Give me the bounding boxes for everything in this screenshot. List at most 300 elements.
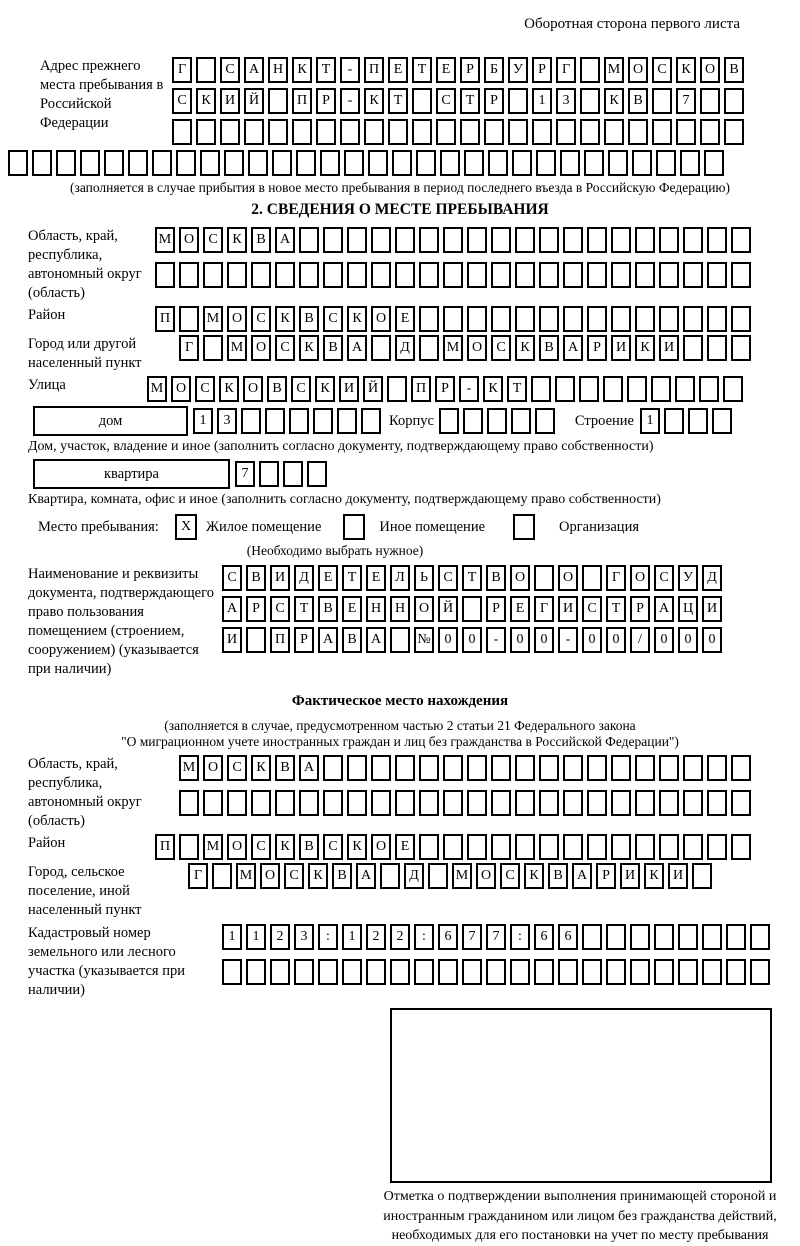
- char-box: [416, 150, 436, 176]
- fact-caption-2: "О миграционном учете иностранных граждан и лиц без гражданства в Российской Федерации"): [121, 734, 679, 749]
- mesto-prebyvaniya-row: [38, 514, 800, 540]
- checkbox-inoe: [343, 514, 365, 540]
- dom-number-row: [193, 408, 381, 434]
- char-box: [467, 755, 487, 781]
- char-box: Й: [438, 596, 458, 622]
- char-box: О: [700, 57, 720, 83]
- char-box: [750, 959, 770, 985]
- char-box: С: [500, 863, 520, 889]
- char-box: 2: [366, 924, 386, 950]
- prev-address-block: [40, 57, 800, 145]
- prev-address-row-3: [172, 119, 744, 145]
- char-box: [539, 790, 559, 816]
- prev-address-caption: (заполняется в случае прибытия в новое место пребывания в период последнего въезда в Российскую Федерацию): [69, 180, 731, 195]
- char-box: :: [510, 924, 530, 950]
- char-box: С: [284, 863, 304, 889]
- char-box: Ц: [678, 596, 698, 622]
- char-box: 7: [676, 88, 696, 114]
- char-box: [582, 924, 602, 950]
- char-box: О: [251, 335, 271, 361]
- char-box: [491, 227, 511, 253]
- char-box: Т: [316, 57, 336, 83]
- document-label: Наименование и реквизиты документа, подтверждающего право пользования помещением (строением, сооружением) (указывается при наличии): [28, 566, 214, 677]
- char-box: О: [476, 863, 496, 889]
- char-box: [467, 262, 487, 288]
- fact-gorod-block: [28, 863, 800, 920]
- char-box: [318, 959, 338, 985]
- char-box: 1: [246, 924, 266, 950]
- char-box: В: [251, 227, 271, 253]
- char-box: У: [508, 57, 528, 83]
- char-box: М: [147, 376, 167, 402]
- char-box: 1: [342, 924, 362, 950]
- stroenie-row: [640, 408, 732, 434]
- char-box: Р: [486, 596, 506, 622]
- char-box: [196, 119, 216, 145]
- char-box: М: [203, 834, 223, 860]
- char-box: [587, 790, 607, 816]
- char-box: [539, 262, 559, 288]
- char-box: [259, 461, 279, 487]
- char-box: Й: [244, 88, 264, 114]
- char-box: [635, 834, 655, 860]
- char-box: [723, 376, 743, 402]
- char-box: А: [356, 863, 376, 889]
- char-box: [731, 790, 751, 816]
- char-box: Г: [179, 335, 199, 361]
- char-box: [587, 262, 607, 288]
- char-box: [323, 262, 343, 288]
- char-box: О: [227, 306, 247, 332]
- char-box: -: [459, 376, 479, 402]
- char-box: [606, 924, 626, 950]
- char-box: О: [260, 863, 280, 889]
- char-box: В: [246, 565, 266, 591]
- char-box: [200, 150, 220, 176]
- char-box: И: [220, 88, 240, 114]
- char-box: М: [203, 306, 223, 332]
- char-box: П: [155, 306, 175, 332]
- char-box: [428, 863, 448, 889]
- page-header: Оборотная сторона первого листа: [524, 16, 740, 32]
- char-box: [611, 834, 631, 860]
- char-box: [371, 755, 391, 781]
- char-box: [179, 306, 199, 332]
- char-box: [635, 790, 655, 816]
- char-box: [272, 150, 292, 176]
- kvartira-number-row: [235, 461, 327, 487]
- char-box: О: [628, 57, 648, 83]
- char-box: [299, 262, 319, 288]
- char-box: [387, 376, 407, 402]
- char-box: В: [486, 565, 506, 591]
- char-box: Е: [510, 596, 530, 622]
- char-box: И: [222, 627, 242, 653]
- char-box: К: [347, 834, 367, 860]
- char-box: [467, 306, 487, 332]
- char-box: [289, 408, 309, 434]
- char-box: [342, 959, 362, 985]
- kvartira-row: [33, 459, 800, 489]
- kadastr-block: [28, 924, 800, 1000]
- char-box: О: [630, 565, 650, 591]
- option-inoe-label: Иное помещение: [379, 518, 486, 535]
- char-box: [635, 306, 655, 332]
- char-box: [712, 408, 732, 434]
- char-box: [155, 262, 175, 288]
- char-box: [443, 755, 463, 781]
- char-box: [632, 150, 652, 176]
- char-box: [536, 150, 556, 176]
- char-box: [361, 408, 381, 434]
- char-box: [227, 790, 247, 816]
- char-box: Г: [172, 57, 192, 83]
- char-box: С: [195, 376, 215, 402]
- char-box: [654, 959, 674, 985]
- char-box: 1: [532, 88, 552, 114]
- option-organizatsiya-label: Организация: [559, 518, 639, 535]
- char-box: Т: [462, 565, 482, 591]
- char-box: [467, 227, 487, 253]
- char-box: [364, 119, 384, 145]
- char-box: [395, 262, 415, 288]
- char-box: [630, 924, 650, 950]
- char-box: [440, 150, 460, 176]
- char-box: А: [366, 627, 386, 653]
- char-box: [227, 262, 247, 288]
- char-box: О: [243, 376, 263, 402]
- char-box: [652, 119, 672, 145]
- char-box: №: [414, 627, 434, 653]
- char-box: [265, 408, 285, 434]
- char-box: Е: [436, 57, 456, 83]
- char-box: [651, 376, 671, 402]
- fact-oblast-block: [28, 755, 800, 831]
- char-box: [467, 834, 487, 860]
- stroenie-label: Строение: [574, 413, 634, 429]
- char-box: Т: [388, 88, 408, 114]
- char-box: [491, 834, 511, 860]
- char-box: [371, 335, 391, 361]
- char-box: [558, 959, 578, 985]
- char-box: [347, 790, 367, 816]
- char-box: [587, 227, 607, 253]
- char-box: Н: [268, 57, 288, 83]
- char-box: С: [491, 335, 511, 361]
- char-box: [683, 834, 703, 860]
- char-box: Е: [395, 834, 415, 860]
- char-box: [395, 790, 415, 816]
- char-box: [491, 755, 511, 781]
- char-box: Т: [606, 596, 626, 622]
- fact-raion-row: [155, 834, 751, 860]
- char-box: [707, 790, 727, 816]
- char-box: 1: [193, 408, 213, 434]
- char-box: [535, 408, 555, 434]
- char-box: С: [323, 834, 343, 860]
- char-box: К: [604, 88, 624, 114]
- char-box: Д: [395, 335, 415, 361]
- char-box: [515, 790, 535, 816]
- char-box: К: [483, 376, 503, 402]
- char-box: [244, 119, 264, 145]
- char-box: [515, 306, 535, 332]
- char-box: Н: [390, 596, 410, 622]
- char-box: Е: [366, 565, 386, 591]
- char-box: 6: [438, 924, 458, 950]
- char-box: О: [510, 565, 530, 591]
- char-box: 6: [534, 924, 554, 950]
- char-box: [491, 790, 511, 816]
- char-box: С: [222, 565, 242, 591]
- char-box: 2: [270, 924, 290, 950]
- char-box: 3: [217, 408, 237, 434]
- ulitsa-row: [147, 376, 743, 402]
- char-box: [508, 88, 528, 114]
- char-box: [511, 408, 531, 434]
- char-box: [724, 119, 744, 145]
- char-box: [582, 565, 602, 591]
- char-box: С: [251, 306, 271, 332]
- raion-block: [28, 306, 800, 332]
- mesto-label: Место пребывания:: [38, 518, 159, 535]
- char-box: [323, 755, 343, 781]
- korpus-label: Корпус: [389, 413, 434, 429]
- char-box: [347, 755, 367, 781]
- char-box: [707, 834, 727, 860]
- char-box: 1: [222, 924, 242, 950]
- korpus-row: [439, 408, 555, 434]
- char-box: [196, 57, 216, 83]
- char-box: [700, 88, 720, 114]
- char-box: Р: [316, 88, 336, 114]
- char-box: [683, 262, 703, 288]
- char-box: 3: [556, 88, 576, 114]
- char-box: К: [515, 335, 535, 361]
- gorod-label: Город или другой населенный пункт: [28, 336, 142, 371]
- char-box: [390, 959, 410, 985]
- char-box: [323, 790, 343, 816]
- char-box: Р: [460, 57, 480, 83]
- char-box: А: [318, 627, 338, 653]
- ulitsa-label: Улица: [28, 377, 66, 393]
- char-box: [731, 755, 751, 781]
- prev-address-label: Адрес прежнего места пребывания в Российской Федерации: [40, 58, 164, 131]
- char-box: [443, 306, 463, 332]
- char-box: 2: [390, 924, 410, 950]
- char-box: К: [364, 88, 384, 114]
- char-box: [659, 227, 679, 253]
- char-box: В: [539, 335, 559, 361]
- char-box: [580, 119, 600, 145]
- char-box: Г: [534, 596, 554, 622]
- kadastr-row-2: [222, 959, 770, 985]
- char-box: С: [270, 596, 290, 622]
- char-box: К: [251, 755, 271, 781]
- char-box: В: [628, 88, 648, 114]
- char-box: А: [244, 57, 264, 83]
- char-box: [443, 262, 463, 288]
- char-box: В: [724, 57, 744, 83]
- fact-title: Фактическое место нахождения: [291, 693, 509, 709]
- char-box: [515, 227, 535, 253]
- char-box: [366, 959, 386, 985]
- char-box: [659, 262, 679, 288]
- char-box: [419, 262, 439, 288]
- char-box: К: [219, 376, 239, 402]
- char-box: [241, 408, 261, 434]
- char-box: [606, 959, 626, 985]
- char-box: [251, 790, 271, 816]
- char-box: [347, 262, 367, 288]
- char-box: О: [227, 834, 247, 860]
- char-box: [128, 150, 148, 176]
- oblast-label: Область, край, республика, автономный округ (область): [28, 228, 142, 301]
- char-box: Р: [435, 376, 455, 402]
- char-box: [680, 150, 700, 176]
- fact-caption-1: (заполняется в случае, предусмотренном частью 2 статьи 21 Федерального закона: [164, 718, 636, 733]
- char-box: В: [318, 596, 338, 622]
- char-box: [323, 227, 343, 253]
- stamp-box: [390, 1008, 772, 1183]
- gorod-block: [28, 335, 800, 373]
- char-box: [539, 227, 559, 253]
- char-box: А: [299, 755, 319, 781]
- char-box: [307, 461, 327, 487]
- char-box: Т: [412, 57, 432, 83]
- char-box: [203, 335, 223, 361]
- char-box: [371, 790, 391, 816]
- char-box: [611, 755, 631, 781]
- char-box: [443, 227, 463, 253]
- char-box: К: [227, 227, 247, 253]
- char-box: -: [558, 627, 578, 653]
- char-box: Е: [388, 57, 408, 83]
- char-box: И: [659, 335, 679, 361]
- char-box: О: [371, 306, 391, 332]
- char-box: Т: [460, 88, 480, 114]
- char-box: П: [364, 57, 384, 83]
- char-box: [731, 834, 751, 860]
- char-box: [268, 88, 288, 114]
- char-box: [56, 150, 76, 176]
- char-box: 0: [582, 627, 602, 653]
- char-box: [563, 790, 583, 816]
- char-box: [659, 790, 679, 816]
- char-box: И: [668, 863, 688, 889]
- char-box: С: [251, 834, 271, 860]
- char-box: [419, 790, 439, 816]
- char-box: В: [299, 306, 319, 332]
- char-box: С: [654, 565, 674, 591]
- char-box: [724, 88, 744, 114]
- char-box: [664, 408, 684, 434]
- char-box: [563, 306, 583, 332]
- char-box: Т: [507, 376, 527, 402]
- prev-address-row-1: [172, 57, 744, 83]
- char-box: Д: [702, 565, 722, 591]
- char-box: [380, 863, 400, 889]
- char-box: А: [572, 863, 592, 889]
- fact-raion-label: Район: [28, 835, 66, 851]
- char-box: [467, 790, 487, 816]
- char-box: [630, 959, 650, 985]
- char-box: М: [227, 335, 247, 361]
- char-box: А: [275, 227, 295, 253]
- char-box: [611, 227, 631, 253]
- char-box: [419, 834, 439, 860]
- char-box: [224, 150, 244, 176]
- char-box: А: [222, 596, 242, 622]
- char-box: И: [339, 376, 359, 402]
- char-box: В: [275, 755, 295, 781]
- raion-label: Район: [28, 307, 66, 323]
- char-box: И: [611, 335, 631, 361]
- char-box: [539, 834, 559, 860]
- char-box: М: [179, 755, 199, 781]
- char-box: С: [172, 88, 192, 114]
- char-box: В: [342, 627, 362, 653]
- char-box: К: [196, 88, 216, 114]
- char-box: -: [486, 627, 506, 653]
- char-box: [635, 755, 655, 781]
- char-box: 3: [294, 924, 314, 950]
- oblast-block: [28, 227, 800, 303]
- char-box: 0: [678, 627, 698, 653]
- char-box: О: [371, 834, 391, 860]
- section2-title: 2. СВЕДЕНИЯ О МЕСТЕ ПРЕБЫВАНИЯ: [251, 201, 549, 218]
- char-box: [246, 959, 266, 985]
- char-box: С: [275, 335, 295, 361]
- char-box: К: [275, 834, 295, 860]
- char-box: С: [220, 57, 240, 83]
- char-box: О: [558, 565, 578, 591]
- char-box: [412, 119, 432, 145]
- char-box: [700, 119, 720, 145]
- char-box: [635, 262, 655, 288]
- char-box: Р: [246, 596, 266, 622]
- char-box: С: [291, 376, 311, 402]
- char-box: М: [443, 335, 463, 361]
- char-box: [515, 834, 535, 860]
- char-box: [487, 408, 507, 434]
- char-box: [340, 119, 360, 145]
- char-box: В: [548, 863, 568, 889]
- char-box: [412, 88, 432, 114]
- char-box: [587, 834, 607, 860]
- char-box: 1: [640, 408, 660, 434]
- char-box: [371, 262, 391, 288]
- char-box: [251, 262, 271, 288]
- char-box: [532, 119, 552, 145]
- char-box: Г: [556, 57, 576, 83]
- char-box: [683, 227, 703, 253]
- char-box: [222, 959, 242, 985]
- char-box: К: [676, 57, 696, 83]
- char-box: [270, 959, 290, 985]
- char-box: [584, 150, 604, 176]
- char-box: [656, 150, 676, 176]
- char-box: Г: [606, 565, 626, 591]
- char-box: [580, 57, 600, 83]
- char-box: А: [563, 335, 583, 361]
- char-box: [628, 119, 648, 145]
- char-box: [179, 262, 199, 288]
- char-box: [611, 306, 631, 332]
- char-box: Р: [294, 627, 314, 653]
- dom-box-label: дом: [33, 406, 188, 436]
- char-box: В: [267, 376, 287, 402]
